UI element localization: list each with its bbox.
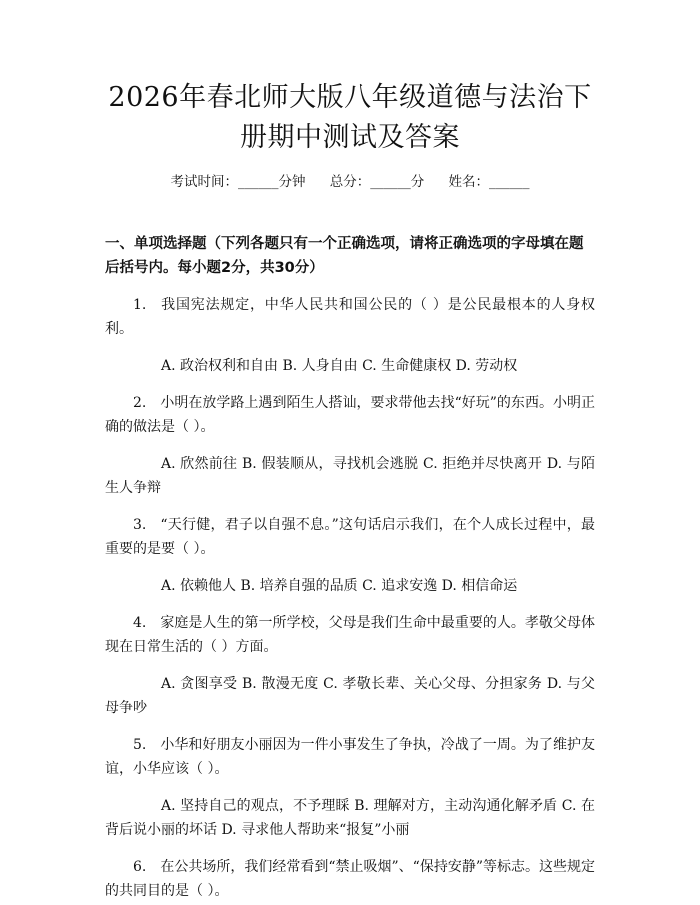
question-text: 家庭是人生的第一所学校，父母是我们生命中最重要的人。孝敬父母体现在日常生活的（ ）方面。: [105, 615, 595, 655]
section-heading-single-choice: 一、单项选择题（下列各题只有一个正确选项，请将正确选项的字母填在题后括号内。每小题2分，共30分）: [105, 236, 584, 276]
question-5-options: A. 坚持自己的观点，不予理睬 B. 理解对方，主动沟通化解矛盾 C. 在背后说小丽的坏话 D. 寻求他人帮助来“报复”小丽: [105, 798, 595, 838]
question-2: [105, 391, 595, 439]
question-2-options: A. 欣然前往 B. 假装顺从，寻找机会逃脱 C. 拒绝并尽快离开 D. 与陌生人争辩: [105, 456, 595, 496]
question-text: 我国宪法规定，中华人民共和国公民的（ ）是公民最根本的人身权利。: [105, 297, 595, 337]
question-number: 3.: [133, 517, 147, 533]
question-1: [105, 293, 595, 341]
question-number: 2.: [133, 395, 147, 411]
document-title: 2026年春北师大版八年级道德与法治下册期中测试及答案: [108, 82, 592, 153]
question-text: 小华和好朋友小丽因为一件小事发生了争执，冷战了一周。为了维护友谊，小华应该（ ）。: [105, 737, 595, 777]
question-3-options: A. 依赖他人 B. 培养自强的品质 C. 追求安逸 D. 相信命运: [161, 578, 518, 594]
question-4: [105, 611, 595, 659]
question-number: 6.: [133, 859, 147, 875]
question-number: 1.: [133, 297, 147, 313]
student-name-field: 姓名：______: [448, 174, 530, 190]
question-number: 4.: [133, 615, 147, 631]
question-number: 5.: [133, 737, 147, 753]
exam-time-field: 考试时间：______分钟: [170, 174, 306, 190]
question-3: [105, 513, 595, 561]
question-text: 小明在放学路上遇到陌生人搭讪，要求带他去找“好玩”的东西。小明正确的做法是（ ）。: [105, 395, 595, 435]
total-score-field: 总分：______分: [329, 174, 425, 190]
question-1-options: A. 政治权利和自由 B. 人身自由 C. 生命健康权 D. 劳动权: [161, 358, 518, 374]
exam-meta: [105, 170, 595, 194]
question-text: 在公共场所，我们经常看到“禁止吸烟”、“保持安静”等标志。这些规定的共同目的是（ ）。: [105, 859, 595, 899]
question-6: [105, 855, 595, 903]
question-5: [105, 733, 595, 781]
question-text: “天行健，君子以自强不息。”这句话启示我们，在个人成长过程中，最重要的是要（ ）。: [105, 517, 595, 557]
question-4-options: A. 贪图享受 B. 散漫无度 C. 孝敬长辈、关心父母、分担家务 D. 与父母争吵: [105, 676, 595, 716]
